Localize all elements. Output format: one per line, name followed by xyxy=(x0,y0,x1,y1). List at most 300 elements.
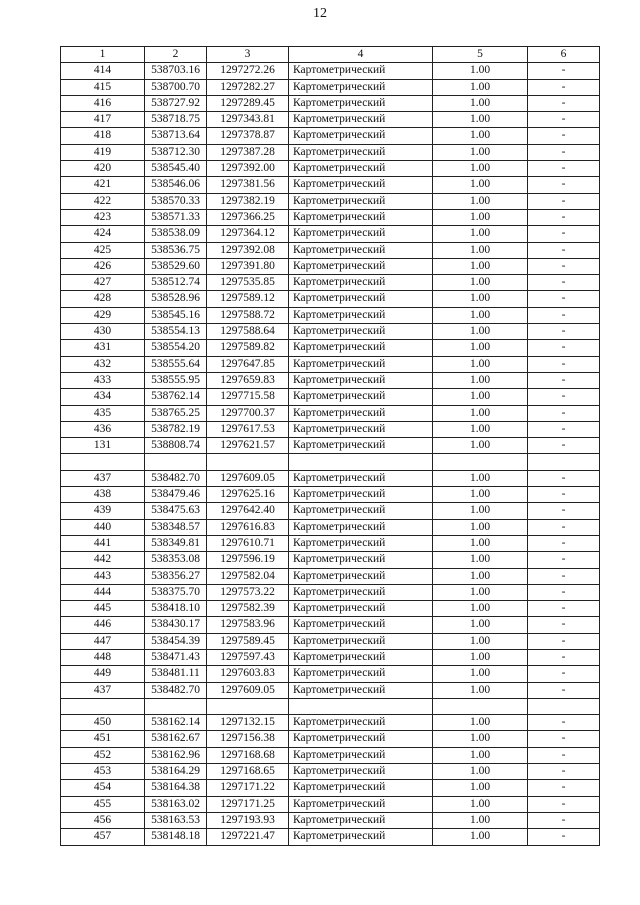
description-cell: - xyxy=(528,601,600,617)
accuracy-cell xyxy=(433,698,528,714)
method-cell: Картометрический xyxy=(289,438,433,454)
y-coordinate-cell: 1297610.71 xyxy=(207,535,289,551)
point-number-cell: 438 xyxy=(61,487,145,503)
description-cell: - xyxy=(528,552,600,568)
x-coordinate-cell: 538512.74 xyxy=(145,275,207,291)
point-number-cell: 451 xyxy=(61,731,145,747)
x-coordinate-cell: 538353.08 xyxy=(145,552,207,568)
accuracy-cell: 1.00 xyxy=(433,764,528,780)
accuracy-cell: 1.00 xyxy=(433,780,528,796)
description-cell: - xyxy=(528,258,600,274)
description-cell: - xyxy=(528,112,600,128)
method-cell: Картометрический xyxy=(289,715,433,731)
y-coordinate-cell: 1297381.56 xyxy=(207,177,289,193)
table-row xyxy=(61,764,600,780)
x-coordinate-cell: 538482.70 xyxy=(145,682,207,698)
method-cell: Картометрический xyxy=(289,601,433,617)
method-cell: Картометрический xyxy=(289,291,433,307)
y-coordinate-cell: 1297589.82 xyxy=(207,340,289,356)
y-coordinate-cell: 1297603.83 xyxy=(207,666,289,682)
table-row xyxy=(61,421,600,437)
x-coordinate-cell: 538528.96 xyxy=(145,291,207,307)
table-row xyxy=(61,487,600,503)
coordinates-table xyxy=(60,46,600,846)
y-coordinate-cell: 1297156.38 xyxy=(207,731,289,747)
point-number-cell: 425 xyxy=(61,242,145,258)
x-coordinate-cell: 538356.27 xyxy=(145,568,207,584)
description-cell: - xyxy=(528,128,600,144)
description-cell: - xyxy=(528,617,600,633)
method-cell: Картометрический xyxy=(289,95,433,111)
table-row xyxy=(61,438,600,454)
description-cell: - xyxy=(528,731,600,747)
x-coordinate-cell: 538475.63 xyxy=(145,503,207,519)
method-cell: Картометрический xyxy=(289,226,433,242)
description-cell: - xyxy=(528,356,600,372)
accuracy-cell: 1.00 xyxy=(433,487,528,503)
y-coordinate-cell: 1297621.57 xyxy=(207,438,289,454)
table-row xyxy=(61,649,600,665)
point-number-cell: 435 xyxy=(61,405,145,421)
point-number-cell: 441 xyxy=(61,535,145,551)
method-cell: Картометрический xyxy=(289,79,433,95)
y-coordinate-cell: 1297168.68 xyxy=(207,747,289,763)
description-cell: - xyxy=(528,535,600,551)
method-cell: Картометрический xyxy=(289,747,433,763)
x-coordinate-cell: 538538.09 xyxy=(145,226,207,242)
description-cell: - xyxy=(528,796,600,812)
y-coordinate-cell: 1297582.39 xyxy=(207,601,289,617)
method-cell: Картометрический xyxy=(289,584,433,600)
point-number-cell: 436 xyxy=(61,421,145,437)
point-number-cell: 417 xyxy=(61,112,145,128)
accuracy-cell: 1.00 xyxy=(433,405,528,421)
method-cell: Картометрический xyxy=(289,144,433,160)
table-row xyxy=(61,812,600,828)
method-cell: Картометрический xyxy=(289,649,433,665)
table-row xyxy=(61,177,600,193)
table-row xyxy=(61,161,600,177)
table-row xyxy=(61,682,600,698)
accuracy-cell: 1.00 xyxy=(433,291,528,307)
table-row xyxy=(61,242,600,258)
accuracy-cell: 1.00 xyxy=(433,731,528,747)
point-number-cell: 442 xyxy=(61,552,145,568)
y-coordinate-cell: 1297700.37 xyxy=(207,405,289,421)
column-header-1: 1 xyxy=(61,47,145,63)
y-coordinate-cell: 1297282.27 xyxy=(207,79,289,95)
accuracy-cell: 1.00 xyxy=(433,438,528,454)
x-coordinate-cell: 538808.74 xyxy=(145,438,207,454)
point-number-cell: 419 xyxy=(61,144,145,160)
table-row xyxy=(61,584,600,600)
accuracy-cell: 1.00 xyxy=(433,747,528,763)
description-cell: - xyxy=(528,95,600,111)
point-number-cell: 422 xyxy=(61,193,145,209)
accuracy-cell: 1.00 xyxy=(433,519,528,535)
y-coordinate-cell: 1297289.45 xyxy=(207,95,289,111)
description-cell: - xyxy=(528,405,600,421)
point-number-cell: 443 xyxy=(61,568,145,584)
point-number-cell: 448 xyxy=(61,649,145,665)
x-coordinate-cell xyxy=(145,454,207,470)
method-cell xyxy=(289,454,433,470)
method-cell: Картометрический xyxy=(289,552,433,568)
y-coordinate-cell: 1297597.43 xyxy=(207,649,289,665)
table-row xyxy=(61,715,600,731)
accuracy-cell: 1.00 xyxy=(433,324,528,340)
point-number-cell: 439 xyxy=(61,503,145,519)
description-cell: - xyxy=(528,161,600,177)
point-number-cell: 434 xyxy=(61,389,145,405)
method-cell: Картометрический xyxy=(289,568,433,584)
x-coordinate-cell: 538164.38 xyxy=(145,780,207,796)
x-coordinate-cell: 538454.39 xyxy=(145,633,207,649)
description-cell: - xyxy=(528,682,600,698)
method-cell: Картометрический xyxy=(289,780,433,796)
page-number: 12 xyxy=(313,6,327,21)
table-row xyxy=(61,372,600,388)
description-cell: - xyxy=(528,389,600,405)
y-coordinate-cell: 1297616.83 xyxy=(207,519,289,535)
description-cell: - xyxy=(528,633,600,649)
table-row xyxy=(61,209,600,225)
table-row xyxy=(61,731,600,747)
accuracy-cell: 1.00 xyxy=(433,796,528,812)
method-cell: Картометрический xyxy=(289,731,433,747)
description-cell: - xyxy=(528,177,600,193)
method-cell: Картометрический xyxy=(289,389,433,405)
y-coordinate-cell: 1297535.85 xyxy=(207,275,289,291)
y-coordinate-cell: 1297391.80 xyxy=(207,258,289,274)
method-cell: Картометрический xyxy=(289,307,433,323)
table-row xyxy=(61,275,600,291)
method-cell: Картометрический xyxy=(289,829,433,845)
description-cell: - xyxy=(528,764,600,780)
x-coordinate-cell: 538163.02 xyxy=(145,796,207,812)
point-number-cell: 454 xyxy=(61,780,145,796)
table-row xyxy=(61,617,600,633)
description-cell: - xyxy=(528,421,600,437)
table-row xyxy=(61,144,600,160)
table-row xyxy=(61,324,600,340)
method-cell: Картометрический xyxy=(289,633,433,649)
table-header-row xyxy=(61,47,600,63)
description-cell: - xyxy=(528,812,600,828)
point-number-cell: 416 xyxy=(61,95,145,111)
accuracy-cell: 1.00 xyxy=(433,258,528,274)
y-coordinate-cell: 1297221.47 xyxy=(207,829,289,845)
x-coordinate-cell: 538571.33 xyxy=(145,209,207,225)
method-cell xyxy=(289,698,433,714)
x-coordinate-cell: 538570.33 xyxy=(145,193,207,209)
point-number-cell: 430 xyxy=(61,324,145,340)
y-coordinate-cell: 1297392.08 xyxy=(207,242,289,258)
point-number-cell: 445 xyxy=(61,601,145,617)
point-number-cell: 455 xyxy=(61,796,145,812)
accuracy-cell: 1.00 xyxy=(433,601,528,617)
y-coordinate-cell xyxy=(207,454,289,470)
x-coordinate-cell: 538554.20 xyxy=(145,340,207,356)
accuracy-cell: 1.00 xyxy=(433,682,528,698)
method-cell: Картометрический xyxy=(289,112,433,128)
method-cell: Картометрический xyxy=(289,405,433,421)
table-row xyxy=(61,405,600,421)
table-row xyxy=(61,226,600,242)
description-cell: - xyxy=(528,275,600,291)
description-cell: - xyxy=(528,666,600,682)
accuracy-cell: 1.00 xyxy=(433,275,528,291)
y-coordinate-cell: 1297609.05 xyxy=(207,682,289,698)
x-coordinate-cell: 538482.70 xyxy=(145,470,207,486)
column-header-4: 4 xyxy=(289,47,433,63)
description-cell: - xyxy=(528,584,600,600)
x-coordinate-cell: 538479.46 xyxy=(145,487,207,503)
accuracy-cell: 1.00 xyxy=(433,340,528,356)
x-coordinate-cell: 538554.13 xyxy=(145,324,207,340)
point-number-cell xyxy=(61,454,145,470)
x-coordinate-cell: 538765.25 xyxy=(145,405,207,421)
method-cell: Картометрический xyxy=(289,242,433,258)
point-number-cell: 432 xyxy=(61,356,145,372)
method-cell: Картометрический xyxy=(289,617,433,633)
table-row xyxy=(61,291,600,307)
x-coordinate-cell: 538727.92 xyxy=(145,95,207,111)
x-coordinate-cell: 538718.75 xyxy=(145,112,207,128)
column-header-6: 6 xyxy=(528,47,600,63)
method-cell: Картометрический xyxy=(289,209,433,225)
table-row xyxy=(61,63,600,79)
accuracy-cell: 1.00 xyxy=(433,633,528,649)
table-row xyxy=(61,568,600,584)
point-number-cell: 446 xyxy=(61,617,145,633)
x-coordinate-cell: 538348.57 xyxy=(145,519,207,535)
accuracy-cell: 1.00 xyxy=(433,617,528,633)
point-number-cell: 431 xyxy=(61,340,145,356)
x-coordinate-cell: 538713.64 xyxy=(145,128,207,144)
x-coordinate-cell: 538162.14 xyxy=(145,715,207,731)
y-coordinate-cell: 1297596.19 xyxy=(207,552,289,568)
table-row xyxy=(61,519,600,535)
accuracy-cell: 1.00 xyxy=(433,552,528,568)
table-row xyxy=(61,470,600,486)
y-coordinate-cell: 1297392.00 xyxy=(207,161,289,177)
table-row xyxy=(61,503,600,519)
x-coordinate-cell: 538700.70 xyxy=(145,79,207,95)
y-coordinate-cell: 1297715.58 xyxy=(207,389,289,405)
point-number-cell: 131 xyxy=(61,438,145,454)
accuracy-cell: 1.00 xyxy=(433,666,528,682)
y-coordinate-cell: 1297132.15 xyxy=(207,715,289,731)
description-cell: - xyxy=(528,307,600,323)
accuracy-cell: 1.00 xyxy=(433,372,528,388)
point-number-cell: 437 xyxy=(61,682,145,698)
table-row xyxy=(61,389,600,405)
accuracy-cell: 1.00 xyxy=(433,242,528,258)
table-body xyxy=(61,63,600,845)
point-number-cell: 426 xyxy=(61,258,145,274)
point-number-cell: 429 xyxy=(61,307,145,323)
table-row xyxy=(61,128,600,144)
accuracy-cell: 1.00 xyxy=(433,226,528,242)
accuracy-cell: 1.00 xyxy=(433,649,528,665)
x-coordinate-cell: 538712.30 xyxy=(145,144,207,160)
x-coordinate-cell: 538148.18 xyxy=(145,829,207,845)
point-number-cell: 414 xyxy=(61,63,145,79)
table-row xyxy=(61,601,600,617)
y-coordinate-cell: 1297272.26 xyxy=(207,63,289,79)
method-cell: Картометрический xyxy=(289,258,433,274)
description-cell: - xyxy=(528,242,600,258)
x-coordinate-cell: 538762.14 xyxy=(145,389,207,405)
description-cell: - xyxy=(528,829,600,845)
point-number-cell: 456 xyxy=(61,812,145,828)
table-row xyxy=(61,633,600,649)
description-cell: - xyxy=(528,438,600,454)
description-cell: - xyxy=(528,503,600,519)
column-header-2: 2 xyxy=(145,47,207,63)
description-cell: - xyxy=(528,63,600,79)
point-number-cell: 440 xyxy=(61,519,145,535)
description-cell: - xyxy=(528,372,600,388)
y-coordinate-cell: 1297366.25 xyxy=(207,209,289,225)
y-coordinate-cell: 1297387.28 xyxy=(207,144,289,160)
point-number-cell: 437 xyxy=(61,470,145,486)
table-row xyxy=(61,829,600,845)
method-cell: Картометрический xyxy=(289,63,433,79)
method-cell: Картометрический xyxy=(289,324,433,340)
accuracy-cell: 1.00 xyxy=(433,128,528,144)
description-cell: - xyxy=(528,226,600,242)
method-cell: Картометрический xyxy=(289,340,433,356)
point-number-cell: 452 xyxy=(61,747,145,763)
description-cell: - xyxy=(528,144,600,160)
x-coordinate-cell: 538162.96 xyxy=(145,747,207,763)
x-coordinate-cell: 538782.19 xyxy=(145,421,207,437)
y-coordinate-cell: 1297364.12 xyxy=(207,226,289,242)
y-coordinate-cell: 1297583.96 xyxy=(207,617,289,633)
method-cell: Картометрический xyxy=(289,535,433,551)
point-number-cell: 450 xyxy=(61,715,145,731)
accuracy-cell: 1.00 xyxy=(433,503,528,519)
y-coordinate-cell: 1297617.53 xyxy=(207,421,289,437)
x-coordinate-cell: 538546.06 xyxy=(145,177,207,193)
accuracy-cell: 1.00 xyxy=(433,209,528,225)
method-cell: Картометрический xyxy=(289,666,433,682)
x-coordinate-cell: 538545.16 xyxy=(145,307,207,323)
y-coordinate-cell: 1297171.22 xyxy=(207,780,289,796)
description-cell xyxy=(528,698,600,714)
x-coordinate-cell: 538555.95 xyxy=(145,372,207,388)
description-cell: - xyxy=(528,340,600,356)
method-cell: Картометрический xyxy=(289,421,433,437)
description-cell xyxy=(528,454,600,470)
table-row xyxy=(61,356,600,372)
accuracy-cell: 1.00 xyxy=(433,177,528,193)
point-number-cell: 427 xyxy=(61,275,145,291)
accuracy-cell: 1.00 xyxy=(433,112,528,128)
x-coordinate-cell: 538545.40 xyxy=(145,161,207,177)
table-row xyxy=(61,796,600,812)
y-coordinate-cell: 1297589.12 xyxy=(207,291,289,307)
table-row xyxy=(61,258,600,274)
description-cell: - xyxy=(528,79,600,95)
table-row xyxy=(61,79,600,95)
method-cell: Картометрический xyxy=(289,356,433,372)
point-number-cell: 433 xyxy=(61,372,145,388)
description-cell: - xyxy=(528,291,600,307)
y-coordinate-cell: 1297573.22 xyxy=(207,584,289,600)
x-coordinate-cell: 538555.64 xyxy=(145,356,207,372)
point-number-cell: 421 xyxy=(61,177,145,193)
x-coordinate-cell: 538163.53 xyxy=(145,812,207,828)
y-coordinate-cell: 1297378.87 xyxy=(207,128,289,144)
method-cell: Картометрический xyxy=(289,177,433,193)
table-row xyxy=(61,193,600,209)
point-number-cell: 423 xyxy=(61,209,145,225)
method-cell: Картометрический xyxy=(289,372,433,388)
description-cell: - xyxy=(528,568,600,584)
table-row xyxy=(61,454,600,470)
description-cell: - xyxy=(528,209,600,225)
table-row xyxy=(61,552,600,568)
y-coordinate-cell: 1297588.64 xyxy=(207,324,289,340)
point-number-cell: 424 xyxy=(61,226,145,242)
method-cell: Картометрический xyxy=(289,503,433,519)
accuracy-cell: 1.00 xyxy=(433,95,528,111)
column-header-5: 5 xyxy=(433,47,528,63)
accuracy-cell: 1.00 xyxy=(433,307,528,323)
point-number-cell xyxy=(61,698,145,714)
table-row xyxy=(61,535,600,551)
description-cell: - xyxy=(528,649,600,665)
x-coordinate-cell: 538703.16 xyxy=(145,63,207,79)
method-cell: Картометрический xyxy=(289,519,433,535)
x-coordinate-cell: 538162.67 xyxy=(145,731,207,747)
y-coordinate-cell: 1297168.65 xyxy=(207,764,289,780)
description-cell: - xyxy=(528,780,600,796)
description-cell: - xyxy=(528,193,600,209)
y-coordinate-cell: 1297659.83 xyxy=(207,372,289,388)
y-coordinate-cell: 1297171.25 xyxy=(207,796,289,812)
accuracy-cell: 1.00 xyxy=(433,421,528,437)
table-row xyxy=(61,95,600,111)
method-cell: Картометрический xyxy=(289,682,433,698)
method-cell: Картометрический xyxy=(289,470,433,486)
method-cell: Картометрический xyxy=(289,275,433,291)
y-coordinate-cell: 1297582.04 xyxy=(207,568,289,584)
table-row xyxy=(61,112,600,128)
accuracy-cell: 1.00 xyxy=(433,356,528,372)
x-coordinate-cell xyxy=(145,698,207,714)
y-coordinate-cell: 1297647.85 xyxy=(207,356,289,372)
y-coordinate-cell: 1297343.81 xyxy=(207,112,289,128)
y-coordinate-cell: 1297589.45 xyxy=(207,633,289,649)
column-header-3: 3 xyxy=(207,47,289,63)
accuracy-cell: 1.00 xyxy=(433,568,528,584)
point-number-cell: 457 xyxy=(61,829,145,845)
y-coordinate-cell: 1297382.19 xyxy=(207,193,289,209)
accuracy-cell xyxy=(433,454,528,470)
point-number-cell: 449 xyxy=(61,666,145,682)
point-number-cell: 447 xyxy=(61,633,145,649)
accuracy-cell: 1.00 xyxy=(433,584,528,600)
y-coordinate-cell: 1297193.93 xyxy=(207,812,289,828)
accuracy-cell: 1.00 xyxy=(433,535,528,551)
x-coordinate-cell: 538536.75 xyxy=(145,242,207,258)
description-cell: - xyxy=(528,470,600,486)
method-cell: Картометрический xyxy=(289,487,433,503)
